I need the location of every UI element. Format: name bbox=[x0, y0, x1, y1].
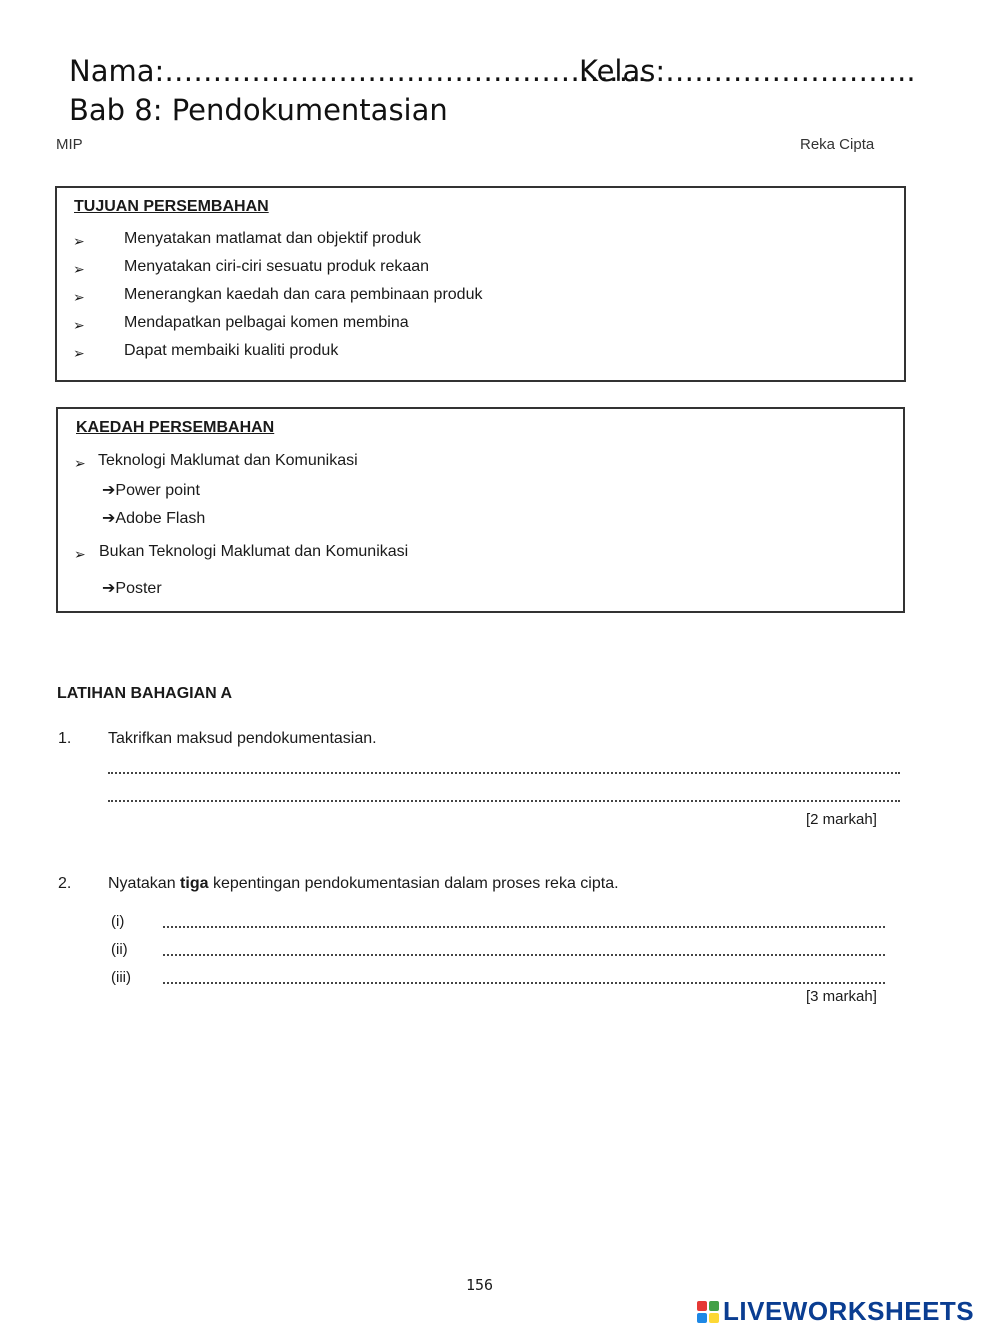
tujuan-title: TUJUAN PERSEMBAHAN bbox=[74, 198, 269, 215]
sub-item: ➔Poster bbox=[102, 580, 162, 597]
bullet-icon: ➢ bbox=[73, 289, 85, 305]
list-item: Menerangkan kaedah dan cara pembinaan produk bbox=[124, 286, 483, 303]
bullet-icon: ➢ bbox=[74, 455, 86, 471]
answer-line[interactable] bbox=[163, 982, 885, 984]
brand-text: LIVEWORKSHEETS bbox=[723, 1296, 975, 1326]
answer-line[interactable] bbox=[163, 926, 885, 928]
arrow-right-icon: ➔ bbox=[102, 482, 116, 499]
class-field-label: Kelas:…………………….. bbox=[579, 54, 916, 88]
section-title: LATIHAN BAHAGIAN A bbox=[57, 685, 233, 702]
answer-line[interactable] bbox=[108, 800, 900, 802]
bullet-icon: ➢ bbox=[73, 345, 85, 361]
subject-tag: MIP bbox=[56, 136, 83, 153]
liveworksheets-logo bbox=[697, 1296, 974, 1327]
question-text: Nyatakan tiga kepentingan pendokumentasian dalam proses reka cipta. bbox=[108, 875, 619, 892]
arrow-right-icon: ➔ bbox=[102, 510, 116, 527]
page-number: 156 bbox=[466, 1276, 494, 1294]
sub-item: ➔Adobe Flash bbox=[102, 510, 206, 527]
tujuan-box bbox=[55, 186, 906, 382]
name-field-label: Nama:………………………………………….. bbox=[69, 54, 647, 88]
kaedah-box bbox=[56, 407, 905, 613]
list-item: Menyatakan matlamat dan objektif produk bbox=[124, 230, 422, 247]
question-text: Takrifkan maksud pendokumentasian. bbox=[108, 730, 377, 747]
marks-label: [2 markah] bbox=[806, 811, 877, 828]
logo-grid-icon bbox=[697, 1301, 719, 1323]
sub-item: ➔Power point bbox=[102, 482, 200, 499]
chapter-title: Bab 8: Pendokumentasian bbox=[69, 93, 448, 127]
part-label: (i) bbox=[111, 913, 125, 930]
topic-tag: Reka Cipta bbox=[800, 136, 875, 153]
bullet-icon: ➢ bbox=[73, 317, 85, 333]
bullet-icon: ➢ bbox=[74, 546, 86, 562]
kaedah-title: KAEDAH PERSEMBAHAN bbox=[76, 419, 275, 436]
list-item: Dapat membaiki kualiti produk bbox=[124, 342, 339, 359]
question-number: 1. bbox=[58, 730, 72, 747]
bullet-icon: ➢ bbox=[73, 261, 85, 277]
answer-line[interactable] bbox=[108, 772, 900, 774]
part-label: (iii) bbox=[111, 969, 131, 986]
list-item: Bukan Teknologi Maklumat dan Komunikasi bbox=[99, 543, 409, 560]
list-item: Menyatakan ciri-ciri sesuatu produk rekaan bbox=[124, 258, 430, 275]
marks-label: [3 markah] bbox=[806, 988, 877, 1005]
bullet-icon: ➢ bbox=[73, 233, 85, 249]
question-number: 2. bbox=[58, 875, 72, 892]
list-item: Teknologi Maklumat dan Komunikasi bbox=[98, 452, 358, 469]
answer-line[interactable] bbox=[163, 954, 885, 956]
arrow-right-icon: ➔ bbox=[102, 580, 116, 597]
part-label: (ii) bbox=[111, 941, 128, 958]
list-item: Mendapatkan pelbagai komen membina bbox=[124, 314, 409, 331]
